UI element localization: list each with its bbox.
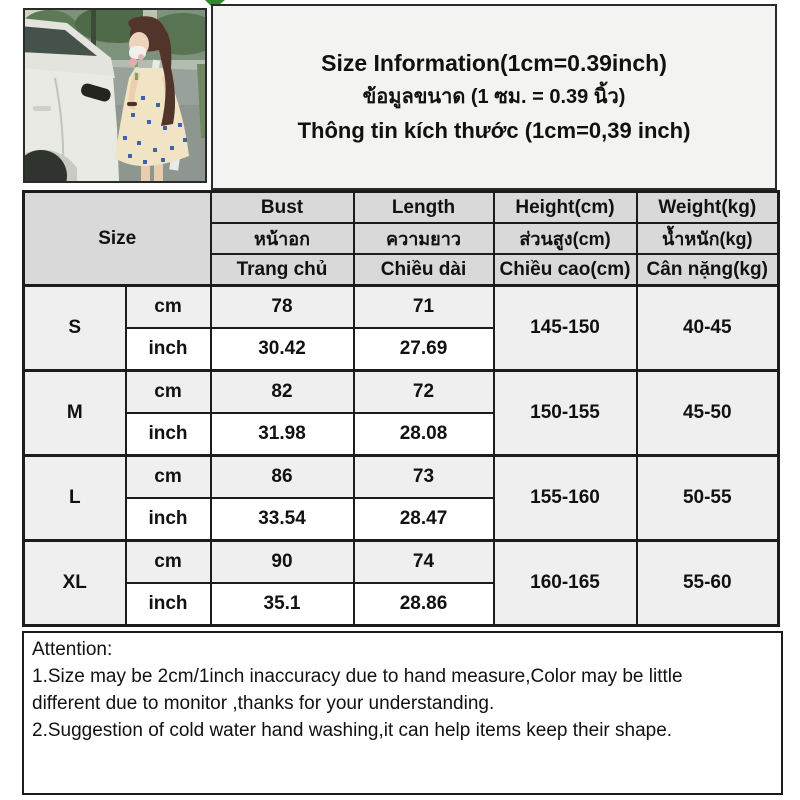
length-cm-value: 74 bbox=[354, 541, 494, 584]
weight-range: 45-50 bbox=[637, 371, 779, 456]
table-row bbox=[24, 541, 779, 584]
col-header-bust-th: หน้าอก bbox=[211, 223, 354, 254]
bust-inch-value: 30.42 bbox=[211, 328, 354, 371]
unit-inch-label: inch bbox=[126, 498, 211, 541]
col-header-length: Length bbox=[354, 192, 494, 224]
unit-cm-label: cm bbox=[126, 371, 211, 414]
bust-cm-value: 82 bbox=[211, 371, 354, 414]
col-header-length-th: ความยาว bbox=[354, 223, 494, 254]
attention-box bbox=[22, 631, 783, 795]
col-header-height-vi: Chiều cao(cm) bbox=[494, 254, 637, 286]
attention-heading: Attention: bbox=[32, 639, 113, 660]
height-range: 160-165 bbox=[494, 541, 637, 626]
length-cm-value: 73 bbox=[354, 456, 494, 499]
size-header-cell: Size bbox=[24, 192, 211, 286]
product-photo bbox=[23, 8, 207, 183]
title-vietnamese: Thông tin kích thước (1cm=0,39 inch) bbox=[297, 118, 691, 143]
size-table bbox=[22, 190, 780, 627]
table-row bbox=[24, 456, 779, 499]
bust-cm-value: 90 bbox=[211, 541, 354, 584]
bust-cm-value: 86 bbox=[211, 456, 354, 499]
bust-inch-value: 35.1 bbox=[211, 583, 354, 626]
length-inch-value: 28.47 bbox=[354, 498, 494, 541]
col-header-height: Height(cm) bbox=[494, 192, 637, 224]
col-header-weight-vi: Cân nặng(kg) bbox=[637, 254, 779, 286]
col-header-length-vi: Chiều dài bbox=[354, 254, 494, 286]
bust-inch-value: 33.54 bbox=[211, 498, 354, 541]
col-header-bust: Bust bbox=[211, 192, 354, 224]
attention-note-2: 2.Suggestion of cold water hand washing,it can help items keep their shape. bbox=[32, 720, 673, 741]
col-header-weight: Weight(kg) bbox=[637, 192, 779, 224]
length-inch-value: 28.08 bbox=[354, 413, 494, 456]
size-m-cell: M bbox=[24, 371, 126, 456]
attention-note-1b: different due to monitor ,thanks for your understanding. bbox=[32, 693, 495, 714]
title-box bbox=[211, 4, 777, 190]
model-photo-illustration bbox=[25, 10, 205, 181]
unit-cm-label: cm bbox=[126, 541, 211, 584]
weight-range: 40-45 bbox=[637, 286, 779, 371]
title-thai: ข้อมูลขนาด (1 ซม. = 0.39 นิ้ว) bbox=[362, 86, 626, 108]
table-row bbox=[24, 286, 779, 329]
col-header-weight-th: น้ำหนัก(kg) bbox=[637, 223, 779, 254]
unit-inch-label: inch bbox=[126, 328, 211, 371]
unit-cm-label: cm bbox=[126, 456, 211, 499]
col-header-height-th: ส่วนสูง(cm) bbox=[494, 223, 637, 254]
size-xl-cell: XL bbox=[24, 541, 126, 626]
bust-inch-value: 31.98 bbox=[211, 413, 354, 456]
title-english: Size Information(1cm=0.39inch) bbox=[321, 50, 667, 76]
length-inch-value: 28.86 bbox=[354, 583, 494, 626]
length-inch-value: 27.69 bbox=[354, 328, 494, 371]
length-cm-value: 71 bbox=[354, 286, 494, 329]
size-l-cell: L bbox=[24, 456, 126, 541]
length-cm-value: 72 bbox=[354, 371, 494, 414]
height-range: 150-155 bbox=[494, 371, 637, 456]
col-header-bust-vi: Trang chủ bbox=[211, 254, 354, 286]
weight-range: 55-60 bbox=[637, 541, 779, 626]
unit-inch-label: inch bbox=[126, 583, 211, 626]
unit-inch-label: inch bbox=[126, 413, 211, 456]
table-row bbox=[24, 371, 779, 414]
height-range: 145-150 bbox=[494, 286, 637, 371]
weight-range: 50-55 bbox=[637, 456, 779, 541]
header-row-en bbox=[24, 192, 779, 224]
height-range: 155-160 bbox=[494, 456, 637, 541]
attention-note-1a: 1.Size may be 2cm/1inch inaccuracy due to hand measure,Color may be little bbox=[32, 666, 683, 687]
unit-cm-label: cm bbox=[126, 286, 211, 329]
bust-cm-value: 78 bbox=[211, 286, 354, 329]
size-s-cell: S bbox=[24, 286, 126, 371]
